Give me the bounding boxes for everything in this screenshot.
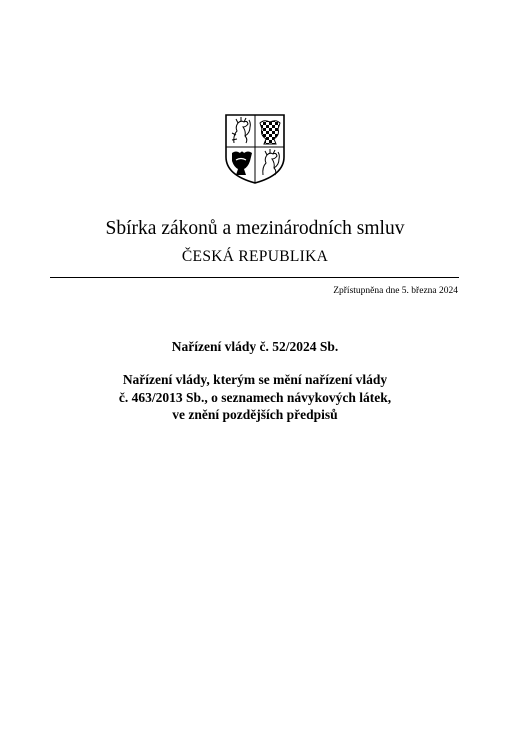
regulation-number: Nařízení vlády č. 52/2024 Sb.	[171, 339, 339, 354]
collection-title: Sbírka zákonů a mezinárodních smluv	[105, 218, 405, 239]
country-name: ČESKÁ REPUBLIKA	[181, 248, 329, 265]
regulation-title-line: ve znění pozdějších předpisů	[172, 407, 338, 422]
regulation-title-line: Nařízení vlády, kterým se mění nařízení vlády	[122, 372, 388, 387]
coat-of-arms-icon	[224, 113, 286, 185]
regulation-title-line: č. 463/2013 Sb., o seznamech návykových látek,	[118, 389, 392, 405]
publication-date: Zpřístupněna dne 5. března 2024	[333, 286, 458, 296]
header-divider	[50, 277, 459, 278]
regulation-title	[55, 371, 455, 424]
